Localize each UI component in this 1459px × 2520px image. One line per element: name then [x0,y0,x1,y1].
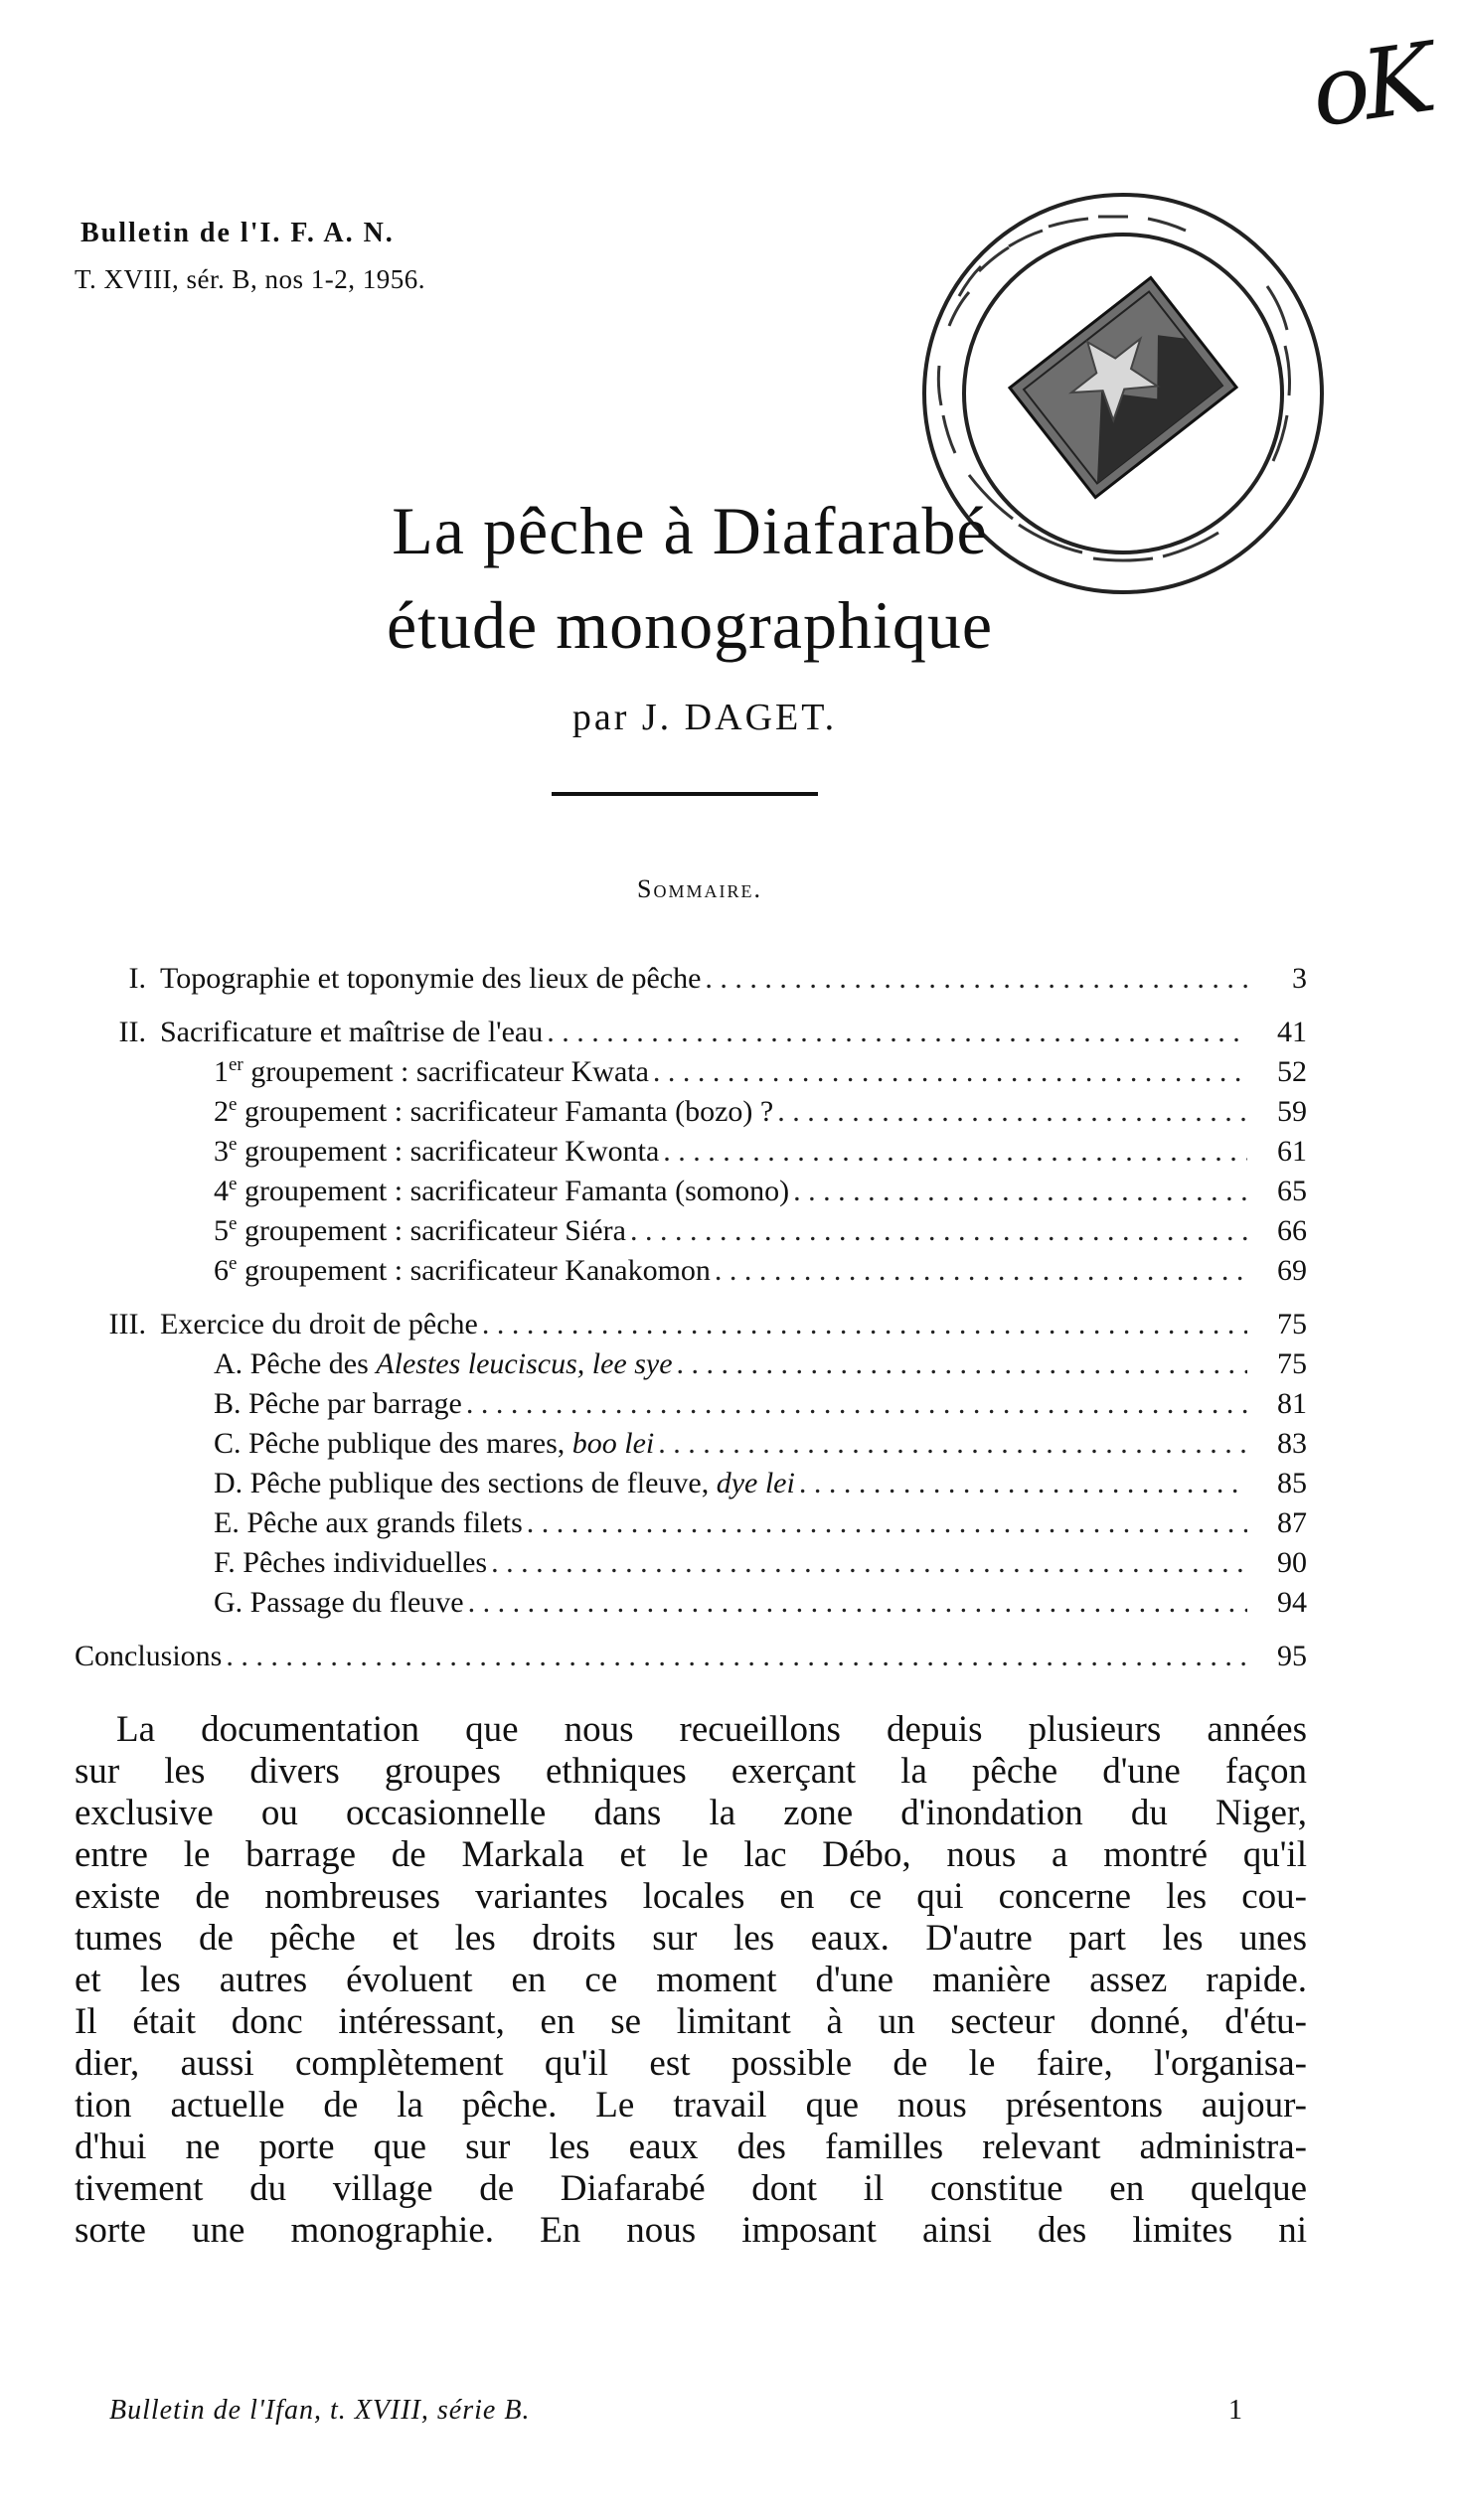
toc-entry-page: 95 [1277,1640,1307,1672]
toc-subentry [75,1506,1307,1546]
toc-entry-number: III. [108,1308,146,1340]
dot-leader [795,1467,1247,1500]
title-divider [552,792,818,796]
toc-entry-label: groupement : sacrificateur Kanakomon [237,1254,711,1287]
toc-entry-page: 59 [1277,1095,1307,1128]
toc-subentry [75,1546,1307,1586]
toc-entry-italic: dye lei [716,1467,795,1499]
toc-subentry [75,1427,1307,1467]
body-line: et les autres évoluent en ce moment d'une manière assez rapide. [75,1960,1307,2000]
dot-leader [487,1546,1247,1580]
toc-subentry [75,1387,1307,1427]
toc-entry-label: groupement : sacrificateur Siéra [237,1214,626,1247]
dot-leader [523,1506,1247,1540]
toc-ordinal: 5 [214,1214,229,1247]
body-line: La documentation que nous recueillons depuis plusieurs années [116,1709,1307,1750]
toc-ordinal-suffix: er [229,1054,243,1075]
article-title-line1: La pêche à Diafarabé [392,493,988,568]
toc-entry-page: 83 [1277,1427,1307,1460]
body-line: tumes de pêche et les droits sur les eaux. D'autre part les unes [75,1918,1307,1959]
dot-leader [649,1055,1247,1089]
toc-entry-page: 85 [1277,1467,1307,1499]
toc-entry-page: 3 [1292,962,1307,995]
toc-entry [75,1640,1307,1679]
toc-entry-number: II. [118,1016,146,1048]
toc-entry-page: 61 [1277,1135,1307,1168]
dot-leader [222,1640,1247,1673]
toc-entry-page: 41 [1277,1016,1307,1048]
toc-entry-label: Exercice du droit de pêche [160,1308,478,1340]
page-footer [109,2395,1242,2427]
toc-ordinal-suffix: e [229,1094,238,1115]
toc-subentry [75,1095,1307,1135]
toc-entry-page: 81 [1277,1387,1307,1420]
journal-volume: T. XVIII, sér. B, nos 1-2, 1956. [75,264,425,294]
toc-entry-label: groupement : sacrificateur Famanta (somono) [237,1175,790,1207]
dot-leader [701,962,1247,996]
toc-entry-page: 90 [1277,1546,1307,1579]
toc-entry-label: groupement : sacrificateur Kwonta [237,1135,660,1168]
handwritten-ok-mark: oK [1304,22,1436,149]
toc-entry-label: D. Pêche publique des sections de fleuve, [214,1467,717,1499]
toc-entry-label: E. Pêche aux grands filets [214,1506,523,1539]
toc-entry-page: 87 [1277,1506,1307,1539]
dot-leader [789,1175,1247,1208]
toc-entry-label: groupement : sacrificateur Kwata [243,1055,649,1088]
body-line: sur les divers groupes ethniques exerçant la pêche d'une façon [75,1751,1307,1792]
body-line: existe de nombreuses variantes locales en ce qui concerne les cou- [75,1876,1307,1917]
toc-entry-label: B. Pêche par barrage [214,1387,462,1420]
toc-entry-page: 94 [1277,1586,1307,1619]
toc-subentry [75,1055,1307,1095]
toc-entry [75,1016,1307,1055]
toc-subentry [75,1254,1307,1294]
body-line: tion actuelle de la pêche. Le travail que nous présentons aujour- [75,2085,1307,2126]
body-line: dier, aussi complètement qu'il est possible de le faire, l'organisa- [75,2043,1307,2084]
body-line: sorte une monographie. En nous imposant ainsi des limites ni [75,2210,1307,2251]
toc-ordinal: 2 [214,1095,229,1128]
body-line: entre le barrage de Markala et le lac Débo, nous a montré qu'il [75,1834,1307,1875]
toc-entry-page: 66 [1277,1214,1307,1247]
body-line: Il était donc intéressant, en se limitant à un secteur donné, d'étu- [75,2001,1307,2042]
toc-entry-label: Conclusions [75,1640,223,1672]
toc-entry-label: Topographie et toponymie des lieux de pêche [160,962,702,995]
toc-ordinal-suffix: e [229,1134,238,1155]
toc-subentry [75,1347,1307,1387]
dot-leader [543,1016,1247,1049]
footer-journal: Bulletin de l'Ifan, t. XVIII, série B. [109,2395,531,2426]
body-line: d'hui ne porte que sur les eaux des familles relevant administra- [75,2126,1307,2167]
dot-leader [673,1347,1247,1381]
toc-entry-label: Sacrificature et maîtrise de l'eau [160,1016,544,1048]
body-line: tivement du village de Diafarabé dont il constitue en quelque [75,2168,1307,2209]
toc-ordinal: 1 [214,1055,229,1088]
toc-entry-number: I. [128,962,146,995]
dot-leader [626,1214,1247,1248]
toc-entry [75,962,1307,1002]
body-line: exclusive ou occasionnelle dans la zone d'inondation du Niger, [75,1793,1307,1833]
summary-heading: Sommaire. [637,874,762,903]
toc-subentry [75,1214,1307,1254]
article-title-line2: étude monographique [386,587,994,663]
toc-subentry [75,1467,1307,1506]
toc-ordinal: 6 [214,1254,229,1287]
dot-leader [654,1427,1247,1461]
toc-entry-label: A. Pêche des [214,1347,377,1380]
dot-leader [773,1095,1247,1129]
toc-entry-italic: Alestes leuciscus, lee sye [376,1347,673,1380]
dot-leader [462,1387,1247,1421]
toc-subentry [75,1135,1307,1175]
toc-subentry [75,1175,1307,1214]
toc-entry-label: F. Pêches individuelles [214,1546,488,1579]
toc-entry-page: 65 [1277,1175,1307,1207]
toc-ordinal: 3 [214,1135,229,1168]
toc-subentry [75,1586,1307,1626]
toc-entry-page: 52 [1277,1055,1307,1088]
toc-ordinal-suffix: e [229,1213,238,1234]
dot-leader [464,1586,1247,1620]
dot-leader [659,1135,1247,1169]
author-line: par J. DAGET. [571,697,838,738]
toc-entry [75,1308,1307,1347]
toc-entry-page: 69 [1277,1254,1307,1287]
page-number: 1 [1228,2395,1242,2426]
toc-ordinal-suffix: e [229,1174,238,1194]
journal-header [75,211,425,302]
toc-ordinal: 4 [214,1175,229,1207]
table-of-contents [75,962,1307,1679]
journal-name: Bulletin de l'I. F. A. N. [81,218,395,248]
toc-entry-page: 75 [1277,1347,1307,1380]
toc-entry-italic: boo lei [571,1427,655,1460]
toc-entry-label: G. Passage du fleuve [214,1586,464,1619]
dot-leader [478,1308,1247,1341]
body-paragraph [75,1709,1307,2252]
toc-entry-label: C. Pêche publique des mares, [214,1427,572,1460]
toc-entry-label: groupement : sacrificateur Famanta (bozo) ? [237,1095,774,1128]
dot-leader [711,1254,1247,1288]
toc-ordinal-suffix: e [229,1253,238,1274]
toc-entry-page: 75 [1277,1308,1307,1340]
